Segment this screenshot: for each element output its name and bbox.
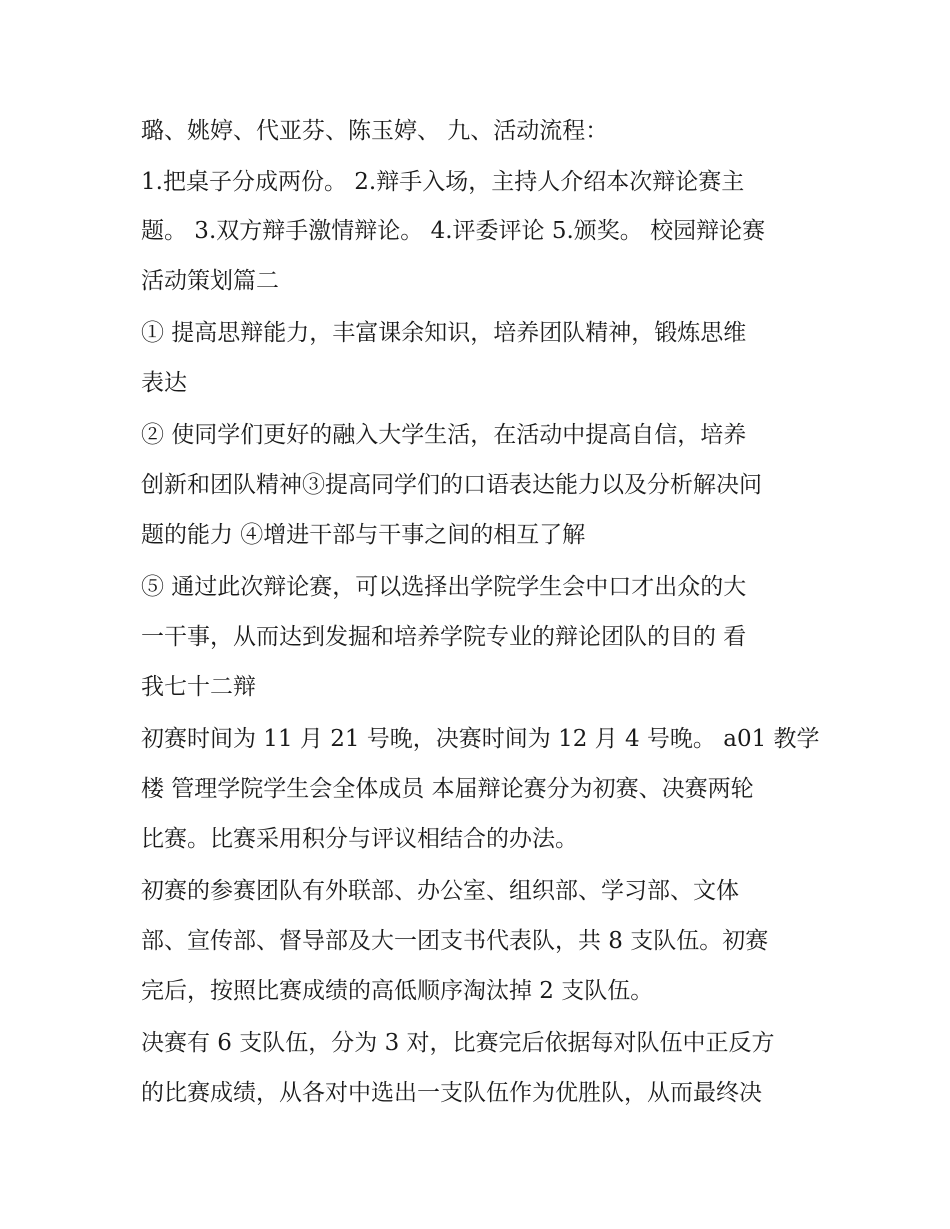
- text-line: 我七十二辩: [141, 674, 256, 700]
- text-line: 璐、姚婷、代亚芬、陈玉婷、 九、活动流程：: [141, 118, 609, 144]
- text-line: 楼 管理学院学生会全体成员 本届辩论赛分为初赛、决赛两轮: [141, 776, 754, 802]
- text-line: 一干事，从而达到发掘和培养学院专业的辩论团队的目的 看: [141, 624, 747, 650]
- text-line: ① 提高思辩能力，丰富课余知识，培养团队精神，锻炼思维: [141, 320, 747, 346]
- text-line: ② 使同学们更好的融入大学生活，在活动中提高自信，培养: [141, 422, 747, 448]
- text-line: 表达: [141, 370, 187, 396]
- text-line: 活动策划篇二: [141, 268, 279, 294]
- text-line: 完后，按照比赛成绩的高低顺序淘汰掉 2 支队伍。: [141, 978, 654, 1004]
- text-line: 比赛。比赛采用积分与评议相结合的办法。: [141, 826, 578, 852]
- text-line: 题的能力 ④增进干部与干事之间的相互了解: [141, 522, 586, 548]
- text-line: 初赛时间为 11 月 21 号晚，决赛时间为 12 月 4 号晚。 a01 教学: [141, 726, 820, 752]
- text-line: 创新和团队精神③提高同学们的口语表达能力以及分析解决问: [141, 472, 762, 498]
- text-line: ⑤ 通过此次辩论赛，可以选择出学院学生会中口才出众的大: [141, 574, 747, 600]
- text-line: 决赛有 6 支队伍，分为 3 对，比赛完后依据每对队伍中正反方: [141, 1030, 775, 1056]
- text-line: 题。 3.双方辩手激情辩论。 4.评委评论 5.颁奖。 校园辩论赛: [141, 218, 766, 244]
- text-line: 的比赛成绩，从各对中选出一支队伍作为优胜队，从而最终决: [141, 1080, 762, 1106]
- text-line: 部、宣传部、督导部及大一团支书代表队，共 8 支队伍。初赛: [141, 928, 769, 954]
- text-line: 初赛的参赛团队有外联部、办公室、组织部、学习部、文体: [141, 878, 739, 904]
- text-line: 1.把桌子分成两份。 2.辩手入场，主持人介绍本次辩论赛主: [141, 169, 745, 195]
